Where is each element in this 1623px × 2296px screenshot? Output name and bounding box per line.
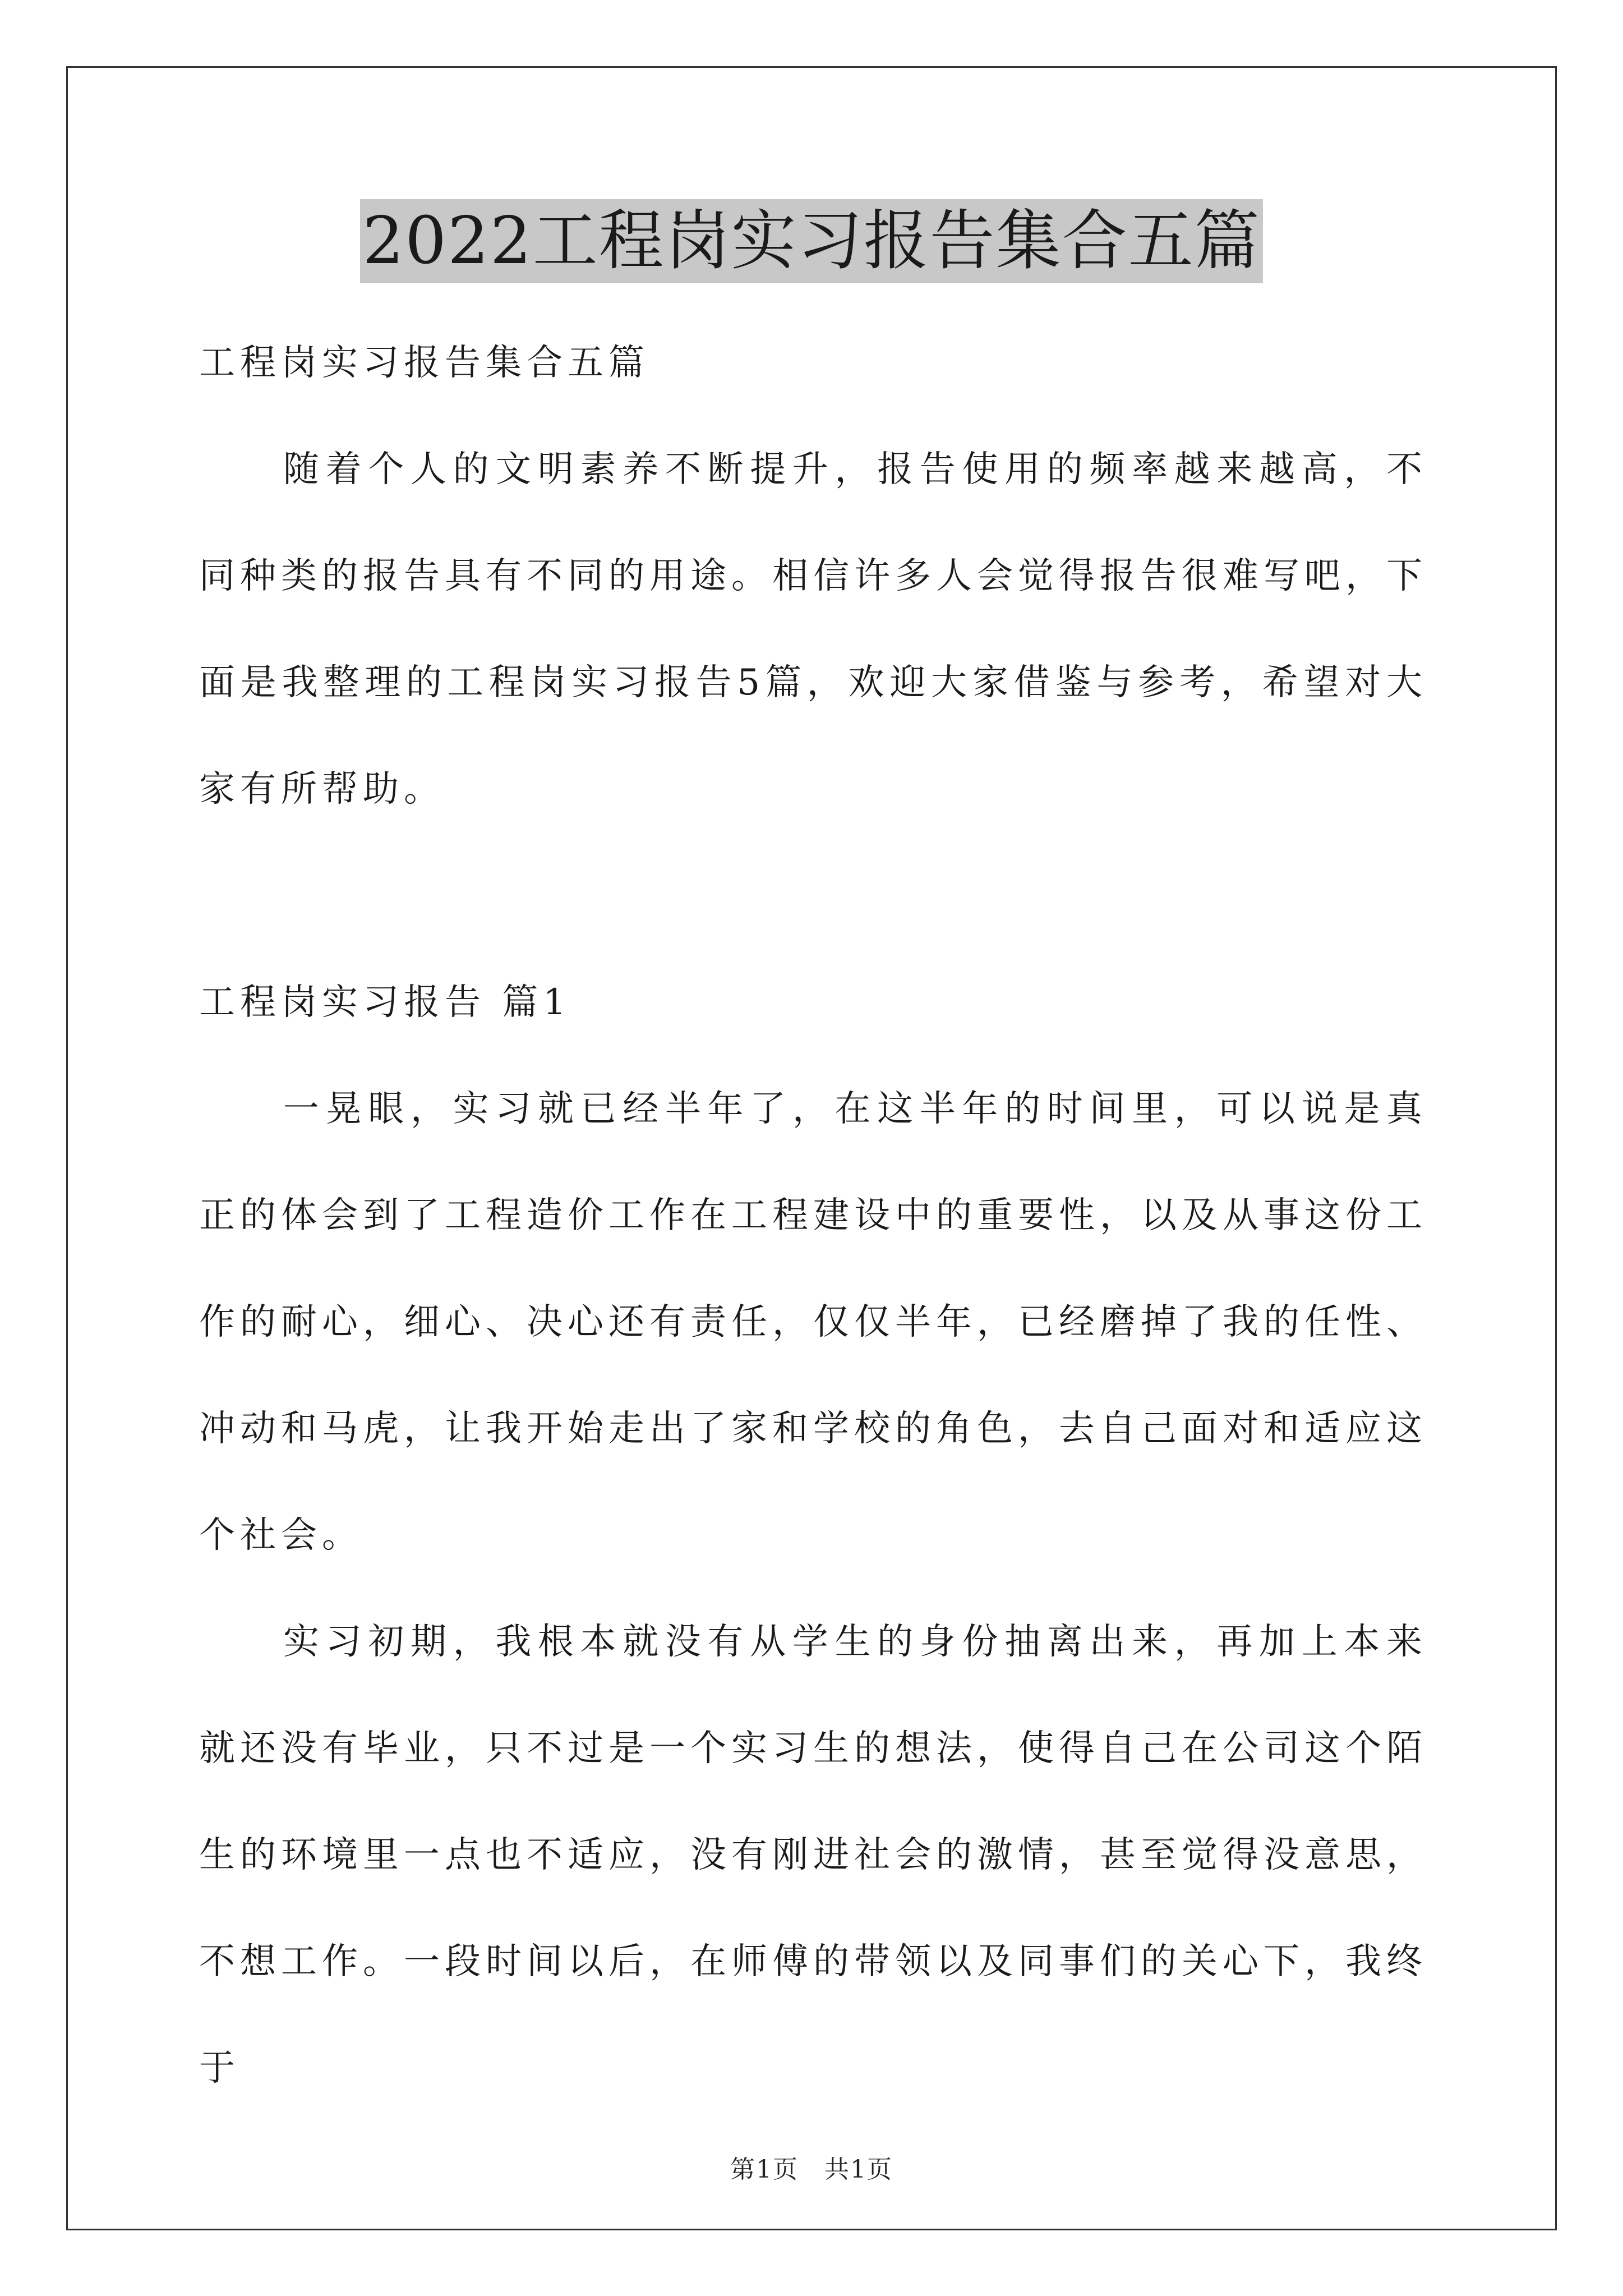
section-spacer [199,843,1427,949]
title-container [0,199,1623,283]
body-paragraph: 一晃眼，实习就已经半年了，在这半年的时间里，可以说是真正的体会到了工程造价工作在工程建设中的重要性，以及从事这份工作的耐心，细心、决心还有责任，仅仅半年，已经磨掉了我的任性、冲动和马虎，让我开始走出了家和学校的角色，去自己面对和适应这个社会。 [199,1088,1427,1556]
section-heading: 工程岗实习报告 篇1 [199,982,571,1023]
document-title: 2022工程岗实习报告集合五篇 [360,199,1262,283]
intro-paragraph: 随着个人的文明素养不断提升，报告使用的频率越来越高，不同种类的报告具有不同的用途。相信许多人会觉得报告很难写吧，下面是我整理的工程岗实习报告5篇，欢迎大家借鉴与参考，希望对大家有所帮助。 [199,449,1427,810]
document-body [199,310,1427,2122]
page-footer: 第1页 共1页 [730,2155,893,2184]
body-paragraph: 实习初期，我根本就没有从学生的身份抽离出来，再加上本来就还没有毕业，只不过是一个实习生的想法，使得自己在公司这个陌生的环境里一点也不适应，没有刚进社会的激情，甚至觉得没意思，不想工作。一段时间以后，在师傅的带领以及同事们的关心下，我终于 [199,1621,1427,2089]
document-subtitle: 工程岗实习报告集合五篇 [199,342,649,384]
